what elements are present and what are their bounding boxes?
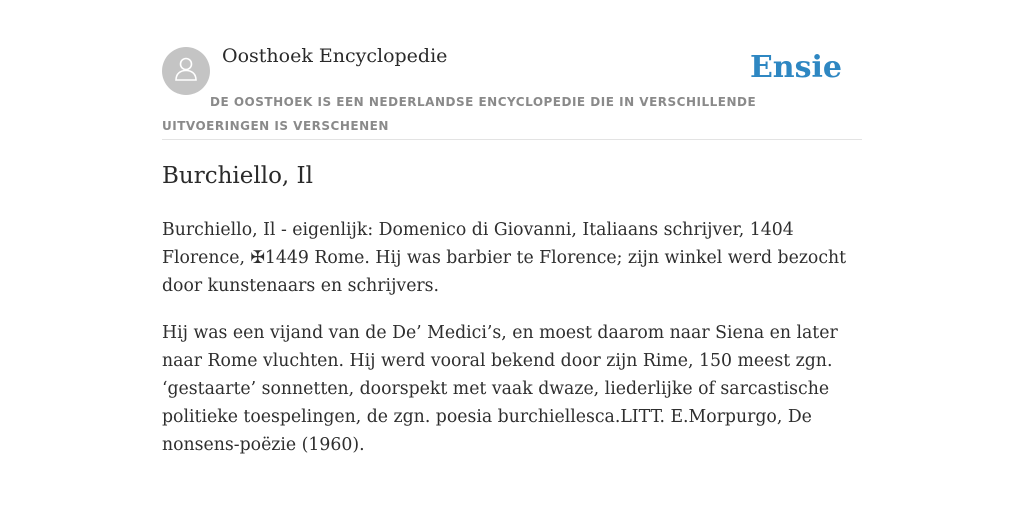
article-body	[162, 216, 862, 478]
article-paragraph: Hij was een vijand van de De’ Medici’s, en moest daarom naar Siena en later naar Rome vluchten. Hij werd vooral bekend door zijn Rime, 150 meest zgn. ‘gestaarte’ sonnetten, doorspekt met vaak dwaze, liederlijke of sarcastische politieke toespelingen, de zgn. poesia burchiellesca.LITT. E.Morpurgo, De nonsens-poëzie (1960).	[162, 323, 838, 455]
site-name[interactable]: Oosthoek Encyclopedie	[222, 45, 448, 67]
page-title: Burchiello, Il	[162, 163, 313, 189]
avatar[interactable]	[162, 47, 210, 95]
site-tagline: DE OOSTHOEK IS EEN NEDERLANDSE ENCYCLOPEDIE DIE IN VERSCHILLENDE UITVOERINGEN IS VERSCHENEN	[162, 95, 757, 133]
user-icon	[171, 54, 201, 89]
brand-logo[interactable]: Ensie	[749, 50, 842, 85]
article-paragraph: Burchiello, Il - eigenlijk: Domenico di Giovanni, Italiaans schrijver, 1404 Florence, ✠1449 Rome. Hij was barbier te Florence; zijn winkel werd bezocht door kunstenaars en schrijvers.	[162, 220, 847, 296]
header-divider	[162, 139, 862, 140]
